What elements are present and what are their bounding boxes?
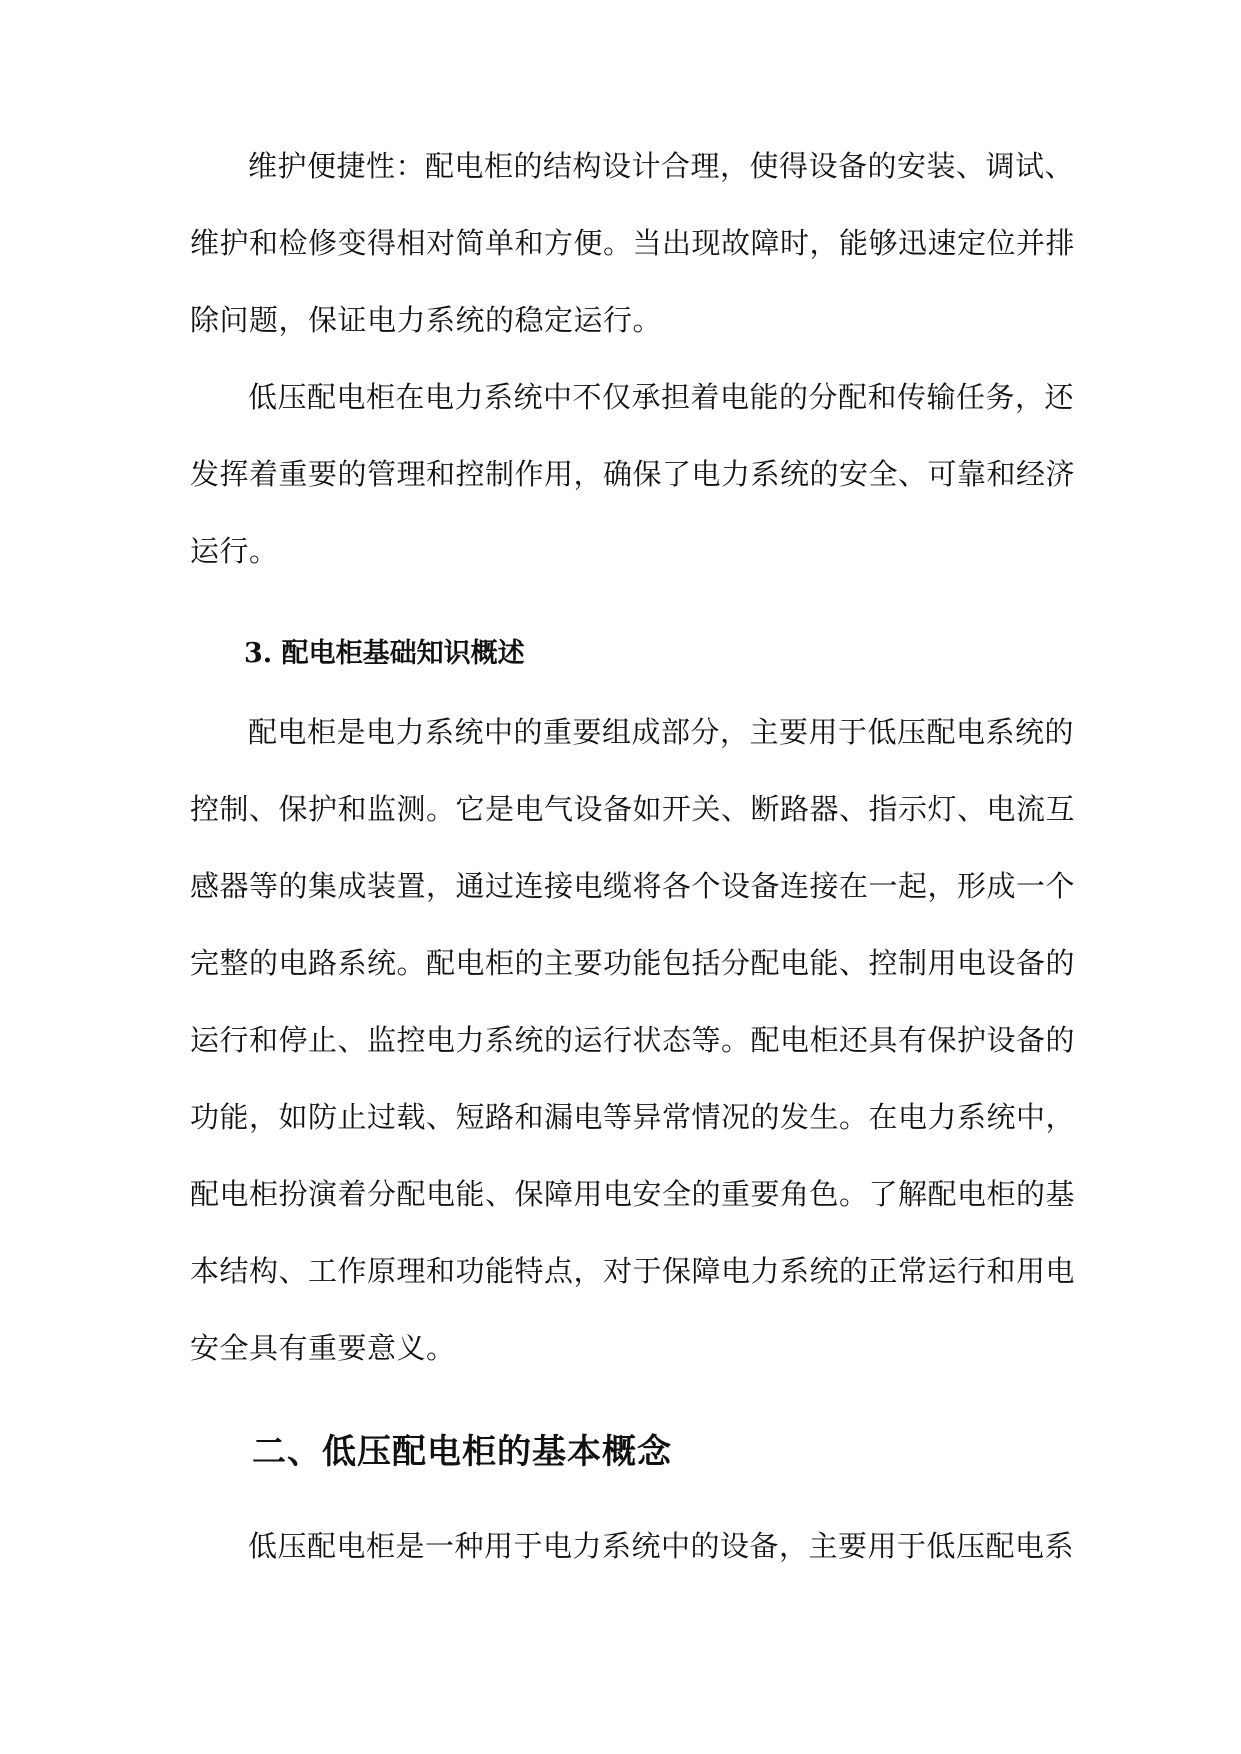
paragraph-line: 运行和停止、监控电力系统的运行状态等。配电柜还具有保护设备的 [190, 1023, 1076, 1057]
paragraph-line: 低压配电柜是一种用于电力系统中的设备，主要用于低压配电系 [248, 1529, 1075, 1563]
paragraph-line: 发挥着重要的管理和控制作用，确保了电力系统的安全、可靠和经济 [190, 457, 1076, 491]
paragraph-line: 配电柜扮演着分配电能、保障用电安全的重要角色。了解配电柜的基 [190, 1177, 1076, 1211]
paragraph-line: 除问题，保证电力系统的稳定运行。 [190, 303, 663, 337]
paragraph-line: 低压配电柜在电力系统中不仅承担着电能的分配和传输任务，还 [248, 380, 1075, 414]
paragraph-line: 配电柜是电力系统中的重要组成部分，主要用于低压配电系统的 [248, 715, 1075, 749]
paragraph-line: 功能，如防止过载、短路和漏电等异常情况的发生。在电力系统中， [190, 1100, 1076, 1134]
paragraph-line: 本结构、工作原理和功能特点，对于保障电力系统的正常运行和用电 [190, 1254, 1076, 1288]
paragraph-line: 安全具有重要意义。 [190, 1331, 456, 1365]
paragraph-line: 完整的电路系统。配电柜的主要功能包括分配电能、控制用电设备的 [190, 946, 1076, 980]
paragraph-line: 控制、保护和监测。它是电气设备如开关、断路器、指示灯、电流互 [190, 792, 1076, 826]
paragraph-line: 运行。 [190, 534, 279, 568]
chapter-heading: 二、低压配电柜的基本概念 [252, 1432, 672, 1472]
section-heading: 3. 配电柜基础知识概述 [244, 638, 525, 669]
paragraph-line: 维护便捷性：配电柜的结构设计合理，使得设备的安装、调试、 [248, 149, 1075, 183]
paragraph-line: 感器等的集成装置，通过连接电缆将各个设备连接在一起，形成一个 [190, 869, 1076, 903]
paragraph-line: 维护和检修变得相对简单和方便。当出现故障时，能够迅速定位并排 [190, 226, 1076, 260]
